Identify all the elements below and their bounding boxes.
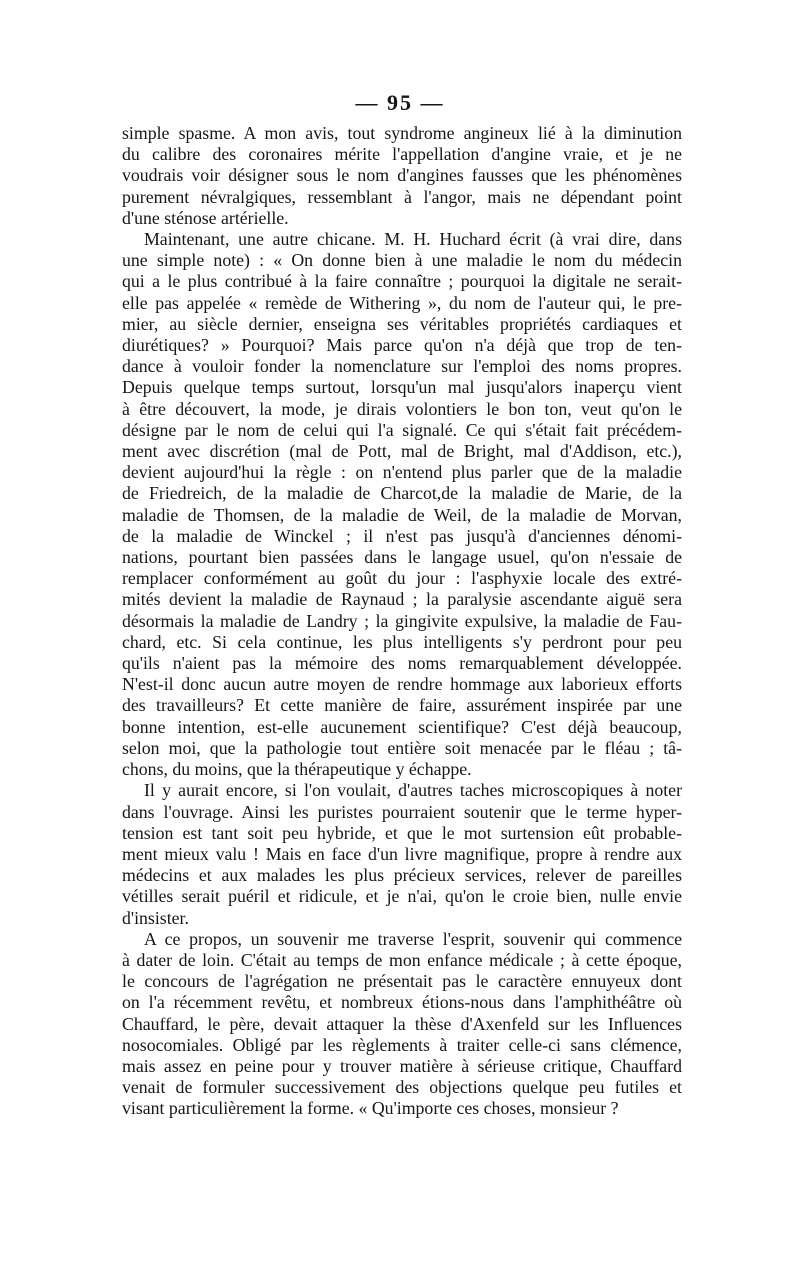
text-line: maladie de Thomsen, de la maladie de Weil, de la maladie de Morvan, [122,504,682,525]
text-line: nations, pourtant bien passées dans le langage usuel, qu'on n'essaie de [122,547,682,568]
text-line: de la maladie de Winckel ; il n'est pas jusqu'à d'anciennes dénomi- [122,525,682,546]
text-line: mais assez en peine pour y trouver matière à sérieuse critique, Chauffard [122,1055,682,1076]
paragraph [122,929,682,1120]
text-line: nosocomiales. Obligé par les règlements à traiter celle-ci sans clémence, [122,1034,682,1055]
text-line: mier, au siècle dernier, enseigna ses véritables propriétés cardiaques et [122,313,682,334]
text-line: de Friedreich, de la maladie de Charcot,de la maladie de Marie, de la [122,483,682,504]
text-line: désormais la maladie de Landry ; la gingivite expulsive, la maladie de Fau- [122,610,682,631]
text-line: Il y aurait encore, si l'on voulait, d'autres taches microscopiques à noter [144,780,682,801]
text-line: A ce propos, un souvenir me traverse l'esprit, souvenir qui commence [144,928,682,949]
text-line: ment avec discrétion (mal de Pott, mal de Bright, mal d'Addison, etc.), [122,441,682,462]
text-line: diurétiques? » Pourquoi? Mais parce qu'on n'a déjà que trop de ten- [122,335,682,356]
text-line: à dater de loin. C'était au temps de mon enfance médicale ; à cette époque, [122,949,682,970]
paragraph [122,780,682,928]
text-line: ment mieux valu ! Mais en face d'un livre magnifique, propre à rendre aux [122,843,682,864]
text-line: qu'ils n'aient pas la mémoire des noms remarquablement développée. [122,653,682,674]
text-line: elle pas appelée « remède de Withering », du nom de l'auteur qui, le pre- [122,292,682,313]
text-line: le concours de l'agrégation ne présentait pas le caractère ennuyeux dont [122,971,682,992]
text-line: à être découvert, la mode, je dirais volontiers le bon ton, veut qu'on le [122,398,682,419]
text-line: du calibre des coronaires mérite l'appellation d'angine vraie, et je ne [122,144,682,165]
text-line: mités devient la maladie de Raynaud ; la paralysie ascendante aiguë sera [122,589,682,610]
text-line: chard, etc. Si cela continue, les plus intelligents s'y perdront pour peu [122,631,682,652]
text-line: purement névralgiques, ressemblant à l'angor, mais ne dépendant point [122,186,682,207]
text-line: d'insister. [122,907,189,928]
text-line: venait de formuler successivement des objections quelque peu futiles et [122,1077,682,1098]
paragraph [122,229,682,780]
text-line: chons, du moins, que la thérapeutique y échappe. [122,759,472,780]
text-line: bonne intention, est-elle aucunement scientifique? C'est déjà beaucoup, [122,716,682,737]
text-line: désigne par le nom de celui qui l'a signalé. Ce qui s'était fait précédem- [122,419,682,440]
text-line: médecins et aux malades les plus précieux services, relever de pareilles [122,865,682,886]
text-line: des travailleurs? Et cette manière de faire, assurément inspirée par une [122,695,682,716]
page-number: — 95 — [355,90,445,115]
text-line: une simple note) : « On donne bien à une maladie le nom du médecin [122,250,682,271]
text-line: voudrais voir désigner sous le nom d'angines fausses que les phénomènes [122,165,682,186]
text-line: devient aujourd'hui la règle : on n'entend plus parler que de la maladie [122,462,682,483]
text-line: visant particulièrement la forme. « Qu'importe ces choses, monsieur ? [122,1098,619,1119]
text-line: dans l'ouvrage. Ainsi les puristes pourraient soutenir que le terme hyper- [122,801,682,822]
text-line: Chauffard, le père, devait attaquer la thèse d'Axenfeld sur les Influences [122,1013,682,1034]
text-line: N'est-il donc aucun autre moyen de rendre hommage aux laborieux efforts [122,674,682,695]
text-line: qui a le plus contribué à la faire connaître ; pourquoi la digitale ne serait- [122,271,682,292]
paragraph [122,123,682,229]
text-line: Depuis quelque temps surtout, lorsqu'un mal jusqu'alors inaperçu vient [122,377,682,398]
text-line: tension est tant soit peu hybride, et que le mot surtension eût probable- [122,822,682,843]
text-line: selon moi, que la pathologie tout entière soit menacée par le fléau ; tâ- [122,737,682,758]
text-line: simple spasme. A mon avis, tout syndrome angineux lié à la diminution [122,123,682,143]
text-line: d'une sténose artérielle. [122,207,289,228]
text-line: remplacer conformément au goût du jour : l'asphyxie locale des extré- [122,568,682,589]
text-line: on l'a récemment revêtu, et nombreux étions-nous dans l'amphithéâtre où [122,992,682,1013]
text-line: Maintenant, une autre chicane. M. H. Huchard écrit (à vrai dire, dans [144,229,682,250]
page-text [122,123,682,1120]
text-line: vétilles serait puéril et ridicule, et je n'ai, qu'on le croie bien, nulle envie [122,886,682,907]
text-line: dance à vouloir fonder la nomenclature sur l'emploi des noms propres. [122,356,682,377]
